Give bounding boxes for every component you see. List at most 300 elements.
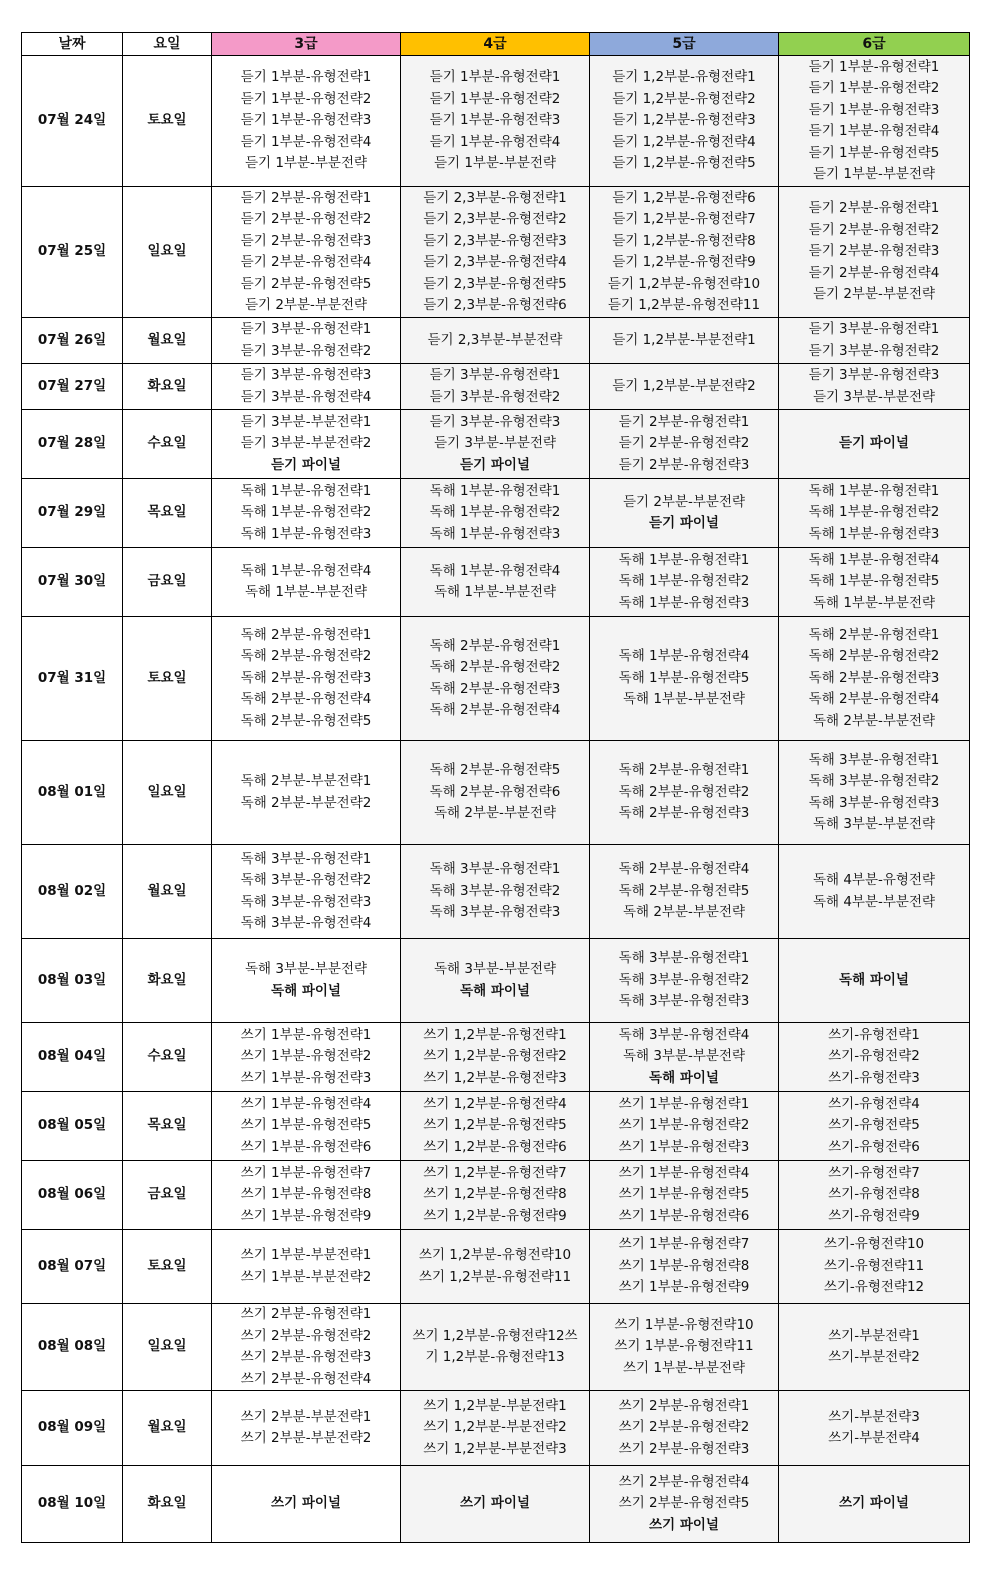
lesson-line: 쓰기-유형전략3 — [828, 1069, 920, 1086]
header-date: 날짜 — [22, 33, 123, 56]
lesson-line: 독해 1부분-유형전략5 — [808, 573, 940, 590]
lesson-line: 쓰기 1부분-유형전략7 — [240, 1164, 372, 1181]
lesson-line: 듣기 2부분-유형전략1 — [618, 413, 750, 430]
lesson-line: 쓰기 1부분-유형전략1 — [618, 1095, 750, 1112]
grade-3-cell — [212, 1092, 401, 1161]
lesson-line: 독해 1부분-유형전략5 — [618, 669, 750, 686]
table-row — [22, 410, 970, 479]
date-cell: 08월 05일 — [22, 1092, 123, 1161]
date-cell: 07월 29일 — [22, 479, 123, 548]
lesson-line: 듣기 1부분-유형전략3 — [808, 101, 940, 118]
lesson-line: 듣기 1,2부분-유형전략5 — [612, 155, 756, 172]
grade-4-cell — [401, 187, 590, 318]
lesson-line: 독해 2부분-유형전략1 — [429, 637, 561, 654]
lesson-line: 듣기 3부분-부분전략 — [812, 388, 936, 405]
final-review-label: 독해 파이널 — [271, 982, 341, 999]
lesson-line: 듣기 1부분-유형전략4 — [429, 133, 561, 150]
lesson-line: 쓰기 1부분-유형전략5 — [240, 1117, 372, 1134]
header-grade-4: 4급 — [401, 33, 590, 56]
lesson-line: 듣기 3부분-부분전략1 — [240, 413, 372, 430]
lesson-line: 독해 2부분-부분전략 — [622, 904, 746, 921]
lesson-line: 쓰기 2부분-부분전략2 — [240, 1430, 372, 1446]
lesson-line: 듣기 2부분-유형전략3 — [240, 232, 372, 249]
grade-6-cell — [779, 1391, 970, 1466]
grade-4-cell — [401, 939, 590, 1023]
grade-3-cell — [212, 1230, 401, 1304]
schedule-body — [22, 56, 970, 1543]
lesson-line: 독해 1부분-부분전략 — [622, 691, 746, 708]
grade-5-cell — [590, 187, 779, 318]
lesson-line: 독해 1부분-유형전략3 — [429, 525, 561, 542]
weekday-cell: 월요일 — [123, 318, 212, 364]
grade-4-cell — [401, 1161, 590, 1230]
lesson-line: 독해 1부분-유형전략3 — [808, 525, 940, 542]
date-cell: 07월 24일 — [22, 56, 123, 187]
weekday-cell: 금요일 — [123, 1161, 212, 1230]
lesson-line: 듣기 2부분-유형전략3 — [618, 456, 750, 473]
grade-6-cell — [779, 548, 970, 617]
lesson-line: 쓰기-부분전략1 — [828, 1327, 920, 1344]
lesson-line: 듣기 1부분-부분전략 — [433, 155, 557, 172]
lesson-line: 독해 1부분-유형전략1 — [429, 482, 561, 499]
grade-5-cell — [590, 1092, 779, 1161]
weekday-cell: 수요일 — [123, 1023, 212, 1092]
grade-5-cell — [590, 364, 779, 410]
lesson-line: 쓰기-유형전략1 — [828, 1026, 920, 1043]
header-day: 요일 — [123, 33, 212, 56]
lesson-line: 쓰기 1,2부분-유형전략8 — [423, 1186, 567, 1203]
grade-4-cell — [401, 1304, 590, 1391]
table-row — [22, 1466, 970, 1543]
lesson-line: 독해 2부분-유형전략3 — [808, 669, 940, 686]
lesson-line: 듣기 1부분-유형전략1 — [240, 69, 372, 86]
lesson-line: 독해 3부분-유형전략1 — [240, 850, 372, 867]
lesson-line: 독해 1부분-유형전략4 — [240, 562, 372, 579]
table-row — [22, 364, 970, 410]
table-row — [22, 617, 970, 741]
lesson-line: 독해 2부분-유형전략2 — [429, 659, 561, 675]
header-grade-6: 6급 — [779, 33, 970, 56]
lesson-line: 듣기 1부분-유형전략2 — [240, 90, 372, 107]
lesson-line: 독해 4부분-부분전략 — [812, 893, 936, 910]
grade-6-cell — [779, 1304, 970, 1391]
grade-6-cell — [779, 939, 970, 1023]
lesson-line: 독해 3부분-부분전략 — [244, 961, 368, 977]
table-row — [22, 1023, 970, 1092]
lesson-line: 독해 3부분-부분전략 — [622, 1048, 746, 1065]
lesson-line: 독해 2부분-유형전략2 — [618, 783, 750, 800]
lesson-line: 쓰기 2부분-유형전략1 — [618, 1397, 750, 1414]
lesson-line: 듣기 1부분-유형전략1 — [429, 69, 561, 86]
lesson-line: 듣기 2,3부분-유형전략6 — [423, 297, 567, 313]
grade-6-cell — [779, 187, 970, 318]
lesson-line: 듣기 1,2부분-유형전략6 — [612, 189, 756, 206]
grade-3-cell — [212, 479, 401, 548]
lesson-line: 듣기 1,2부분-유형전략1 — [612, 69, 756, 86]
lesson-line: 듣기 2부분-유형전략4 — [240, 254, 372, 270]
grade-3-cell — [212, 1466, 401, 1543]
grade-5-cell — [590, 1230, 779, 1304]
lesson-line: 쓰기 1,2부분-부분전략3 — [423, 1440, 567, 1457]
date-cell: 08월 01일 — [22, 741, 123, 845]
grade-5-cell — [590, 1304, 779, 1391]
lesson-line: 독해 3부분-부분전략 — [433, 961, 557, 977]
lesson-line: 독해 3부분-부분전략 — [812, 816, 936, 832]
table-row — [22, 479, 970, 548]
lesson-line: 쓰기 1,2부분-부분전략1 — [423, 1397, 567, 1414]
lesson-line: 독해 2부분-유형전략5 — [240, 712, 372, 729]
lesson-line: 쓰기 2부분-유형전략3 — [618, 1440, 750, 1457]
weekday-cell: 토요일 — [123, 1230, 212, 1304]
grade-3-cell — [212, 1161, 401, 1230]
lesson-line: 듣기 3부분-부분전략 — [433, 435, 557, 452]
lesson-line: 쓰기 1부분-부분전략1 — [240, 1247, 372, 1263]
date-cell: 07월 26일 — [22, 318, 123, 364]
lesson-line: 쓰기 1부분-유형전략2 — [240, 1048, 372, 1065]
lesson-line: 독해 2부분-유형전략4 — [808, 691, 940, 708]
lesson-line: 독해 1부분-유형전략2 — [808, 504, 940, 521]
grade-6-cell — [779, 56, 970, 187]
grade-4-cell — [401, 1230, 590, 1304]
lesson-line: 쓰기 1부분-유형전략8 — [618, 1257, 750, 1274]
lesson-line: 듣기 1,2부분-부분전략1 — [612, 331, 756, 348]
grade-5-cell — [590, 548, 779, 617]
lesson-line: 듣기 2,3부분-유형전략5 — [423, 275, 567, 292]
final-review-label: 독해 파이널 — [649, 1069, 719, 1086]
lesson-line: 쓰기 1부분-부분전략 — [622, 1359, 746, 1376]
lesson-line: 듣기 3부분-유형전략3 — [808, 367, 940, 383]
weekday-cell: 월요일 — [123, 845, 212, 939]
grade-6-cell — [779, 1466, 970, 1543]
weekday-cell: 화요일 — [123, 364, 212, 410]
grade-4-cell — [401, 56, 590, 187]
lesson-line: 독해 2부분-부분전략2 — [240, 794, 372, 811]
lesson-line: 독해 3부분-유형전략4 — [618, 1026, 750, 1043]
lesson-line: 듣기 1,2부분-유형전략4 — [612, 133, 756, 150]
lesson-line: 독해 3부분-유형전략3 — [618, 993, 750, 1010]
lesson-line: 듣기 2부분-유형전략1 — [240, 189, 372, 206]
lesson-line: 독해 1부분-유형전략4 — [808, 551, 940, 568]
lesson-line: 독해 2부분-유형전략1 — [808, 626, 940, 643]
header-row — [22, 33, 970, 56]
grade-6-cell — [779, 1230, 970, 1304]
grade-6-cell — [779, 479, 970, 548]
lesson-line: 독해 1부분-유형전략4 — [429, 562, 561, 579]
lesson-line: 독해 1부분-유형전략1 — [618, 551, 750, 568]
lesson-line: 독해 3부분-유형전략2 — [429, 882, 561, 899]
lesson-line: 독해 3부분-유형전략3 — [808, 794, 940, 811]
lesson-line: 쓰기 2부분-유형전략4 — [618, 1473, 750, 1490]
lesson-line: 독해 2부분-유형전략6 — [429, 783, 561, 800]
grade-6-cell — [779, 364, 970, 410]
weekday-cell: 월요일 — [123, 1391, 212, 1466]
lesson-line: 독해 2부분-부분전략 — [812, 712, 936, 729]
lesson-line: 독해 1부분-유형전략4 — [618, 648, 750, 665]
grade-5-cell — [590, 410, 779, 479]
lesson-line: 듣기 3부분-유형전략2 — [240, 342, 372, 359]
final-review-label: 듣기 파이널 — [271, 456, 341, 473]
header-grade-5: 5급 — [590, 33, 779, 56]
grade-4-cell — [401, 1391, 590, 1466]
weekday-cell: 목요일 — [123, 479, 212, 548]
table-row — [22, 187, 970, 318]
lesson-line: 듣기 2부분-부분전략 — [812, 286, 936, 303]
grade-3-cell — [212, 1391, 401, 1466]
lesson-line: 쓰기 1,2부분-부분전략2 — [423, 1419, 567, 1436]
lesson-line: 듣기 3부분-유형전략3 — [429, 413, 561, 430]
lesson-line: 듣기 2부분-유형전략1 — [808, 200, 940, 217]
lesson-line: 쓰기 1,2부분-유형전략11 — [418, 1268, 572, 1285]
lesson-line: 쓰기 2부분-유형전략4 — [240, 1370, 372, 1387]
grade-6-cell — [779, 1023, 970, 1092]
grade-3-cell — [212, 548, 401, 617]
lesson-line: 듣기 2부분-유형전략5 — [240, 275, 372, 292]
lesson-line: 쓰기 1부분-유형전략4 — [618, 1164, 750, 1181]
lesson-line: 독해 2부분-유형전략3 — [240, 669, 372, 686]
grade-3-cell — [212, 318, 401, 364]
lesson-line: 독해 4부분-유형전략 — [812, 872, 936, 888]
date-cell: 07월 27일 — [22, 364, 123, 410]
lesson-line: 듣기 3부분-유형전략1 — [240, 321, 372, 337]
grade-6-cell — [779, 318, 970, 364]
lesson-line: 독해 3부분-유형전략2 — [240, 872, 372, 888]
lesson-line: 독해 2부분-부분전략 — [433, 805, 557, 822]
final-review-label: 독해 파이널 — [839, 971, 909, 988]
lesson-line: 듣기 1부분-부분전략 — [244, 155, 368, 172]
lesson-line: 독해 1부분-유형전략2 — [618, 573, 750, 590]
grade-3-cell — [212, 939, 401, 1023]
lesson-line: 쓰기 2부분-부분전략1 — [240, 1408, 372, 1425]
lesson-line: 듣기 2부분-부분전략 — [244, 297, 368, 313]
lesson-line: 쓰기 1부분-유형전략6 — [240, 1138, 372, 1155]
lesson-line: 듣기 3부분-부분전략2 — [240, 435, 372, 452]
final-review-label: 쓰기 파이널 — [649, 1516, 719, 1533]
lesson-line: 쓰기 1,2부분-유형전략5 — [423, 1117, 567, 1134]
lesson-line: 독해 3부분-유형전략1 — [618, 950, 750, 967]
grade-3-cell — [212, 187, 401, 318]
lesson-line: 듣기 2,3부분-부분전략 — [427, 331, 563, 348]
schedule-table — [21, 32, 970, 1543]
lesson-line: 쓰기 1,2부분-유형전략6 — [423, 1138, 567, 1155]
lesson-line: 독해 3부분-유형전략2 — [618, 971, 750, 988]
lesson-line: 듣기 1,2부분-부분전략2 — [612, 377, 756, 394]
grade-5-cell — [590, 617, 779, 741]
weekday-cell: 목요일 — [123, 1092, 212, 1161]
lesson-line: 듣기 1,2부분-유형전략3 — [612, 112, 756, 129]
lesson-line: 듣기 2,3부분-유형전략4 — [423, 254, 567, 270]
grade-5-cell — [590, 1023, 779, 1092]
lesson-line: 쓰기 1부분-유형전략8 — [240, 1186, 372, 1203]
lesson-line: 듣기 2부분-유형전략2 — [618, 435, 750, 452]
weekday-cell: 화요일 — [123, 939, 212, 1023]
final-review-label: 독해 파이널 — [460, 982, 530, 999]
lesson-line: 독해 1부분-유형전략1 — [240, 482, 372, 499]
weekday-cell: 토요일 — [123, 56, 212, 187]
grade-4-cell — [401, 845, 590, 939]
lesson-line: 쓰기-유형전략7 — [828, 1164, 920, 1181]
lesson-line: 독해 2부분-유형전략2 — [808, 648, 940, 665]
lesson-line: 듣기 3부분-유형전략1 — [429, 367, 561, 383]
grade-5-cell — [590, 479, 779, 548]
grade-5-cell — [590, 939, 779, 1023]
date-cell: 08월 09일 — [22, 1391, 123, 1466]
date-cell: 07월 31일 — [22, 617, 123, 741]
lesson-line: 듣기 1부분-부분전략 — [812, 166, 936, 182]
grade-4-cell — [401, 364, 590, 410]
lesson-line: 쓰기-유형전략9 — [828, 1207, 920, 1224]
lesson-line: 듣기 1,2부분-유형전략10 — [607, 275, 761, 292]
lesson-line: 듣기 2부분-부분전략 — [622, 493, 746, 510]
final-review-label: 듣기 파이널 — [460, 456, 530, 473]
lesson-line: 듣기 1,2부분-유형전략8 — [612, 232, 756, 249]
grade-5-cell — [590, 56, 779, 187]
date-cell: 07월 25일 — [22, 187, 123, 318]
lesson-line: 독해 1부분-부분전략 — [244, 584, 368, 600]
grade-6-cell — [779, 1092, 970, 1161]
date-cell: 08월 02일 — [22, 845, 123, 939]
final-review-label: 듣기 파이널 — [649, 515, 719, 531]
lesson-line: 듣기 1부분-유형전략2 — [429, 90, 561, 107]
grade-6-cell — [779, 845, 970, 939]
lesson-line: 듣기 1,2부분-유형전략9 — [612, 254, 756, 270]
lesson-line: 쓰기 1,2부분-유형전략1 — [423, 1026, 567, 1043]
grade-3-cell — [212, 845, 401, 939]
grade-3-cell — [212, 741, 401, 845]
lesson-line: 쓰기 1,2부분-유형전략7 — [423, 1164, 567, 1181]
date-cell: 08월 10일 — [22, 1466, 123, 1543]
lesson-line: 독해 1부분-유형전략3 — [618, 594, 750, 611]
grade-6-cell — [779, 410, 970, 479]
lesson-line: 독해 2부분-유형전략5 — [618, 882, 750, 899]
lesson-line: 독해 3부분-유형전략3 — [429, 904, 561, 921]
grade-5-cell — [590, 1391, 779, 1466]
grade-3-cell — [212, 617, 401, 741]
table-row — [22, 1092, 970, 1161]
lesson-line: 쓰기-부분전략4 — [828, 1430, 920, 1446]
grade-4-cell — [401, 741, 590, 845]
date-cell: 07월 28일 — [22, 410, 123, 479]
lesson-line: 독해 2부분-유형전략4 — [618, 861, 750, 878]
lesson-line: 쓰기 1부분-유형전략5 — [618, 1186, 750, 1203]
final-review-label: 듣기 파이널 — [839, 435, 909, 452]
lesson-line: 독해 2부분-유형전략3 — [429, 680, 561, 697]
lesson-line: 쓰기-유형전략5 — [828, 1117, 920, 1134]
lesson-line: 독해 2부분-유형전략3 — [618, 805, 750, 822]
grade-4-cell — [401, 1023, 590, 1092]
lesson-line: 독해 2부분-유형전략5 — [429, 762, 561, 779]
lesson-line: 쓰기 1부분-유형전략3 — [618, 1138, 750, 1155]
weekday-cell: 수요일 — [123, 410, 212, 479]
lesson-line: 듣기 2부분-유형전략3 — [808, 243, 940, 260]
table-row — [22, 1304, 970, 1391]
lesson-line: 듣기 1,2부분-유형전략2 — [612, 90, 756, 107]
weekday-cell: 금요일 — [123, 548, 212, 617]
lesson-line: 쓰기 1부분-유형전략3 — [240, 1069, 372, 1086]
grade-6-cell — [779, 741, 970, 845]
grade-3-cell — [212, 1304, 401, 1391]
final-review-label: 쓰기 파이널 — [271, 1495, 341, 1512]
lesson-line: 듣기 1부분-유형전략5 — [808, 144, 940, 161]
lesson-line: 듣기 1,2부분-유형전략11 — [607, 297, 761, 313]
lesson-line: 쓰기-유형전략11 — [823, 1257, 925, 1274]
table-row — [22, 845, 970, 939]
lesson-line: 쓰기-유형전략8 — [828, 1186, 920, 1203]
header-grade-3: 3급 — [212, 33, 401, 56]
lesson-line: 쓰기 2부분-유형전략3 — [240, 1349, 372, 1365]
table-row — [22, 56, 970, 187]
lesson-line: 쓰기 1부분-유형전략2 — [618, 1117, 750, 1134]
lesson-line: 쓰기-부분전략2 — [828, 1349, 920, 1365]
weekday-cell: 일요일 — [123, 741, 212, 845]
lesson-line: 쓰기 1부분-유형전략1 — [240, 1026, 372, 1043]
date-cell: 08월 08일 — [22, 1304, 123, 1391]
lesson-line: 쓰기 1부분-유형전략10 — [614, 1316, 754, 1333]
lesson-line: 듣기 1부분-유형전략1 — [808, 58, 940, 75]
weekday-cell: 일요일 — [123, 187, 212, 318]
lesson-line: 쓰기-유형전략12 — [823, 1279, 925, 1296]
weekday-cell: 일요일 — [123, 1304, 212, 1391]
lesson-line: 쓰기 1부분-유형전략9 — [240, 1207, 372, 1224]
lesson-line: 독해 2부분-유형전략2 — [240, 648, 372, 665]
lesson-line: 독해 3부분-유형전략2 — [808, 773, 940, 789]
table-row — [22, 548, 970, 617]
date-cell: 08월 04일 — [22, 1023, 123, 1092]
table-row — [22, 939, 970, 1023]
lesson-line: 쓰기 1,2부분-유형전략2 — [423, 1048, 567, 1065]
grade-3-cell — [212, 56, 401, 187]
grade-5-cell — [590, 1161, 779, 1230]
lesson-line: 독해 1부분-유형전략1 — [808, 482, 940, 499]
grade-4-cell — [401, 548, 590, 617]
table-row — [22, 1161, 970, 1230]
lesson-line: 독해 3부분-유형전략3 — [240, 893, 372, 910]
grade-4-cell — [401, 1466, 590, 1543]
grade-4-cell — [401, 410, 590, 479]
lesson-line: 쓰기 2부분-유형전략5 — [618, 1495, 750, 1512]
table-row — [22, 741, 970, 845]
lesson-line: 독해 2부분-유형전략1 — [618, 762, 750, 779]
lesson-line: 쓰기 1,2부분-유형전략12쓰 — [412, 1327, 578, 1344]
final-review-label: 쓰기 파이널 — [460, 1495, 530, 1512]
grade-4-cell — [401, 479, 590, 548]
lesson-line: 독해 2부분-유형전략1 — [240, 626, 372, 643]
lesson-line: 독해 1부분-유형전략2 — [240, 504, 372, 521]
lesson-line: 쓰기 1부분-유형전략6 — [618, 1207, 750, 1224]
lesson-line: 독해 3부분-유형전략1 — [429, 861, 561, 878]
lesson-line: 듣기 1부분-유형전략3 — [429, 112, 561, 129]
lesson-line: 듣기 2부분-유형전략2 — [808, 221, 940, 238]
date-cell: 08월 07일 — [22, 1230, 123, 1304]
lesson-line: 쓰기-유형전략2 — [828, 1048, 920, 1065]
grade-5-cell — [590, 741, 779, 845]
grade-3-cell — [212, 410, 401, 479]
table-row — [22, 318, 970, 364]
lesson-line: 쓰기 1부분-유형전략9 — [618, 1279, 750, 1296]
lesson-line: 듣기 3부분-유형전략1 — [808, 321, 940, 337]
lesson-line: 쓰기 2부분-유형전략2 — [618, 1419, 750, 1436]
grade-4-cell — [401, 318, 590, 364]
lesson-line: 기 1,2부분-유형전략13 — [425, 1349, 565, 1365]
weekday-cell: 화요일 — [123, 1466, 212, 1543]
lesson-line: 쓰기-부분전략3 — [828, 1408, 920, 1425]
lesson-line: 쓰기 1,2부분-유형전략9 — [423, 1207, 567, 1224]
date-cell: 08월 06일 — [22, 1161, 123, 1230]
lesson-line: 듣기 1부분-유형전략4 — [808, 123, 940, 139]
lesson-line: 듣기 3부분-유형전략2 — [808, 342, 940, 359]
weekday-cell: 토요일 — [123, 617, 212, 741]
lesson-line: 쓰기 1,2부분-유형전략10 — [418, 1247, 572, 1263]
lesson-line: 쓰기 2부분-유형전략2 — [240, 1327, 372, 1344]
